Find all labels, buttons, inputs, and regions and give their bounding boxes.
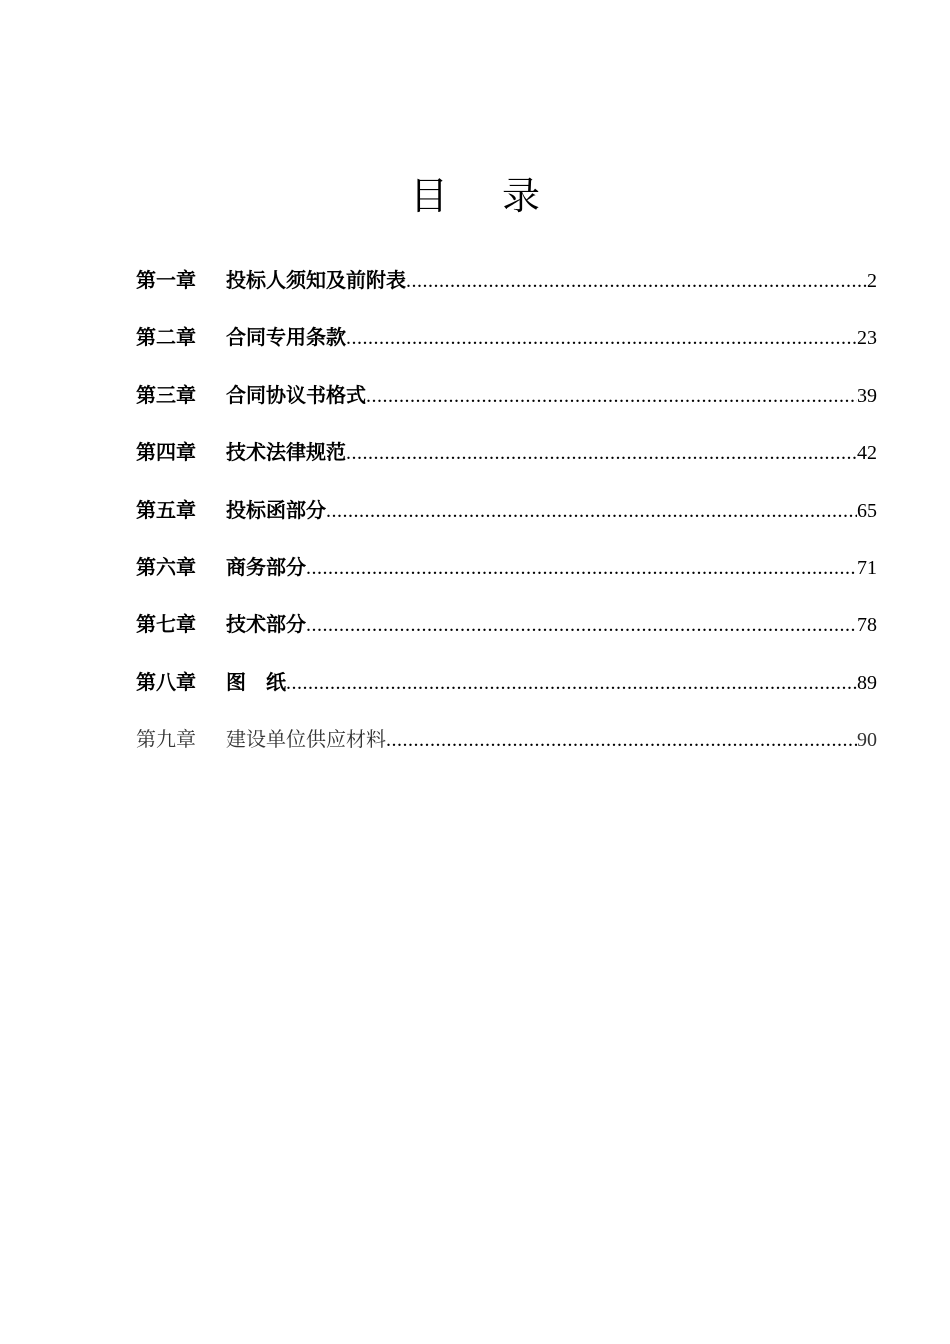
toc-entry[interactable] xyxy=(136,430,877,487)
toc-entry[interactable] xyxy=(136,545,877,602)
toc-heading-char-1: 目 xyxy=(409,174,448,218)
toc-entry[interactable] xyxy=(136,660,877,717)
toc-page-number: 39 xyxy=(857,384,877,407)
toc-chapter-number: 第三章 xyxy=(136,382,196,407)
toc-list xyxy=(136,258,877,775)
toc-chapter-number: 第五章 xyxy=(136,497,196,522)
toc-dot-leader xyxy=(286,661,857,705)
toc-chapter-title: 技术法律规范 xyxy=(226,440,346,465)
toc-dot-leader xyxy=(306,603,857,647)
toc-page-number: 71 xyxy=(857,556,877,579)
toc-heading-char-2: 录 xyxy=(502,174,541,218)
toc-page-number: 65 xyxy=(857,499,877,522)
toc-dot-leader xyxy=(346,431,857,475)
toc-chapter-title: 投标函部分 xyxy=(226,497,326,522)
toc-dot-leader xyxy=(326,489,857,533)
toc-chapter-number: 第九章 xyxy=(136,727,196,752)
toc-page-number: 89 xyxy=(857,671,877,694)
toc-chapter-title: 技术部分 xyxy=(226,612,306,637)
toc-entry[interactable] xyxy=(136,717,877,774)
toc-dot-leader xyxy=(346,316,857,360)
toc-chapter-number: 第一章 xyxy=(136,268,196,292)
toc-heading xyxy=(0,168,950,224)
toc-chapter-title: 商务部分 xyxy=(226,554,306,579)
toc-page-number: 90 xyxy=(857,729,877,752)
toc-chapter-number: 第七章 xyxy=(136,612,196,637)
toc-dot-leader xyxy=(366,374,857,418)
toc-chapter-number: 第二章 xyxy=(136,325,196,350)
toc-page-number: 23 xyxy=(857,327,877,350)
toc-chapter-number: 第六章 xyxy=(136,554,196,579)
toc-page-number: 2 xyxy=(867,270,877,292)
toc-chapter-title: 建设单位供应材料 xyxy=(226,727,386,752)
toc-dot-leader xyxy=(306,546,857,590)
toc-chapter-title: 投标人须知及前附表 xyxy=(226,268,406,292)
toc-entry[interactable] xyxy=(136,488,877,545)
toc-chapter-number: 第四章 xyxy=(136,440,196,465)
toc-chapter-number: 第八章 xyxy=(136,669,196,694)
toc-page-number: 78 xyxy=(857,614,877,637)
toc-entry[interactable] xyxy=(136,315,877,372)
toc-entry[interactable] xyxy=(136,602,877,659)
toc-chapter-title: 合同专用条款 xyxy=(226,325,346,350)
toc-entry[interactable] xyxy=(136,258,877,315)
toc-chapter-title: 图 纸 xyxy=(226,669,286,694)
toc-chapter-title: 合同协议书格式 xyxy=(226,382,366,407)
toc-entry[interactable] xyxy=(136,373,877,430)
toc-dot-leader xyxy=(386,718,857,762)
toc-dot-leader xyxy=(406,259,867,303)
toc-page-number: 42 xyxy=(857,442,877,465)
